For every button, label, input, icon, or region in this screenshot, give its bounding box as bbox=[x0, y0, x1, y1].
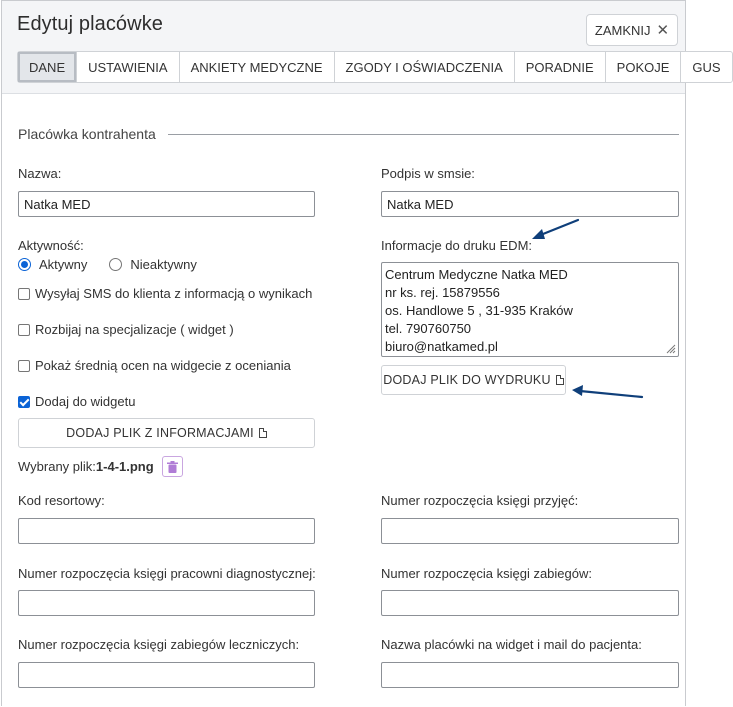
sms-sign-label: Podpis w smsie: bbox=[381, 166, 475, 181]
treatment-book-input[interactable] bbox=[18, 662, 315, 688]
modal-title: Edytuj placówke bbox=[17, 13, 164, 35]
edm-line: Centrum Medyczne Natka MED bbox=[385, 267, 568, 282]
selected-file-label: Wybrany plik: bbox=[18, 459, 96, 474]
edm-label: Informacje do druku EDM: bbox=[381, 238, 533, 253]
admission-book-input[interactable] bbox=[381, 518, 679, 544]
section-title: Placówka kontrahenta bbox=[18, 126, 156, 142]
sms-results-checkbox-row[interactable] bbox=[18, 286, 312, 301]
close-button[interactable] bbox=[586, 14, 678, 46]
active-radio[interactable] bbox=[18, 258, 31, 271]
add-to-widget-checkbox-label: Dodaj do widgetu bbox=[35, 394, 136, 409]
show-average-checkbox-label: Pokaż średnią ocen na widgecie z oceniania bbox=[35, 358, 291, 373]
diagnostic-book-input[interactable] bbox=[18, 590, 315, 616]
edm-textarea[interactable] bbox=[381, 262, 679, 357]
selected-file bbox=[18, 459, 154, 474]
file-icon bbox=[259, 428, 267, 438]
close-icon: ✕ bbox=[656, 21, 670, 39]
edit-facility-modal bbox=[1, 0, 721, 706]
annotation-arrow-icon bbox=[568, 380, 648, 404]
annotation-arrow-icon bbox=[528, 214, 584, 244]
split-specializations-checkbox[interactable] bbox=[18, 324, 30, 336]
tab-ankiety-medyczne[interactable]: ANKIETY MEDYCZNE bbox=[180, 52, 335, 82]
name-label: Nazwa: bbox=[18, 166, 62, 181]
show-average-checkbox-row[interactable] bbox=[18, 358, 291, 373]
add-to-widget-checkbox-row[interactable] bbox=[18, 394, 135, 409]
delete-file-button[interactable] bbox=[162, 456, 183, 477]
file-icon bbox=[556, 375, 564, 385]
tab-zgody[interactable]: ZGODY I OŚWIADCZENIA bbox=[335, 52, 515, 82]
sms-results-checkbox[interactable] bbox=[18, 288, 30, 300]
diagnostic-book-label: Numer rozpoczęcia księgi pracowni diagnostycznej: bbox=[18, 566, 316, 581]
activity-radio-group bbox=[18, 257, 219, 272]
split-specializations-checkbox-label: Rozbijaj na specjalizacje ( widget ) bbox=[35, 322, 234, 337]
activity-label: Aktywność: bbox=[18, 238, 84, 253]
tab-bar bbox=[17, 51, 733, 83]
edm-line: nr ks. rej. 15879556 bbox=[385, 285, 500, 300]
split-specializations-checkbox-row[interactable] bbox=[18, 322, 234, 337]
selected-file-name: 1-4-1.png bbox=[95, 459, 154, 474]
resort-code-label: Kod resortowy: bbox=[18, 493, 105, 508]
trash-icon bbox=[167, 461, 178, 473]
sms-sign-input[interactable]: Natka MED bbox=[381, 191, 679, 217]
inactive-radio-label: Nieaktywny bbox=[130, 257, 197, 272]
edm-line: os. Handlowe 5 , 31-935 Kraków bbox=[385, 303, 573, 318]
procedures-book-input[interactable] bbox=[381, 590, 679, 616]
edm-line: biuro@natkamed.pl bbox=[385, 339, 498, 354]
tab-pokoje[interactable]: POKOJE bbox=[606, 52, 682, 82]
add-info-file-button[interactable] bbox=[18, 418, 315, 448]
resort-code-input[interactable] bbox=[18, 518, 315, 544]
add-print-file-label: DODAJ PLIK DO WYDRUKU bbox=[383, 373, 551, 387]
treatment-book-label: Numer rozpoczęcia księgi zabiegów leczniczych: bbox=[18, 637, 300, 652]
admission-book-label: Numer rozpoczęcia księgi przyjęć: bbox=[381, 493, 579, 508]
add-to-widget-checkbox[interactable] bbox=[18, 396, 30, 408]
resize-grip-icon[interactable] bbox=[666, 344, 676, 354]
tab-poradnie[interactable]: PORADNIE bbox=[515, 52, 606, 82]
widget-name-input[interactable] bbox=[381, 662, 679, 688]
add-print-file-button[interactable] bbox=[381, 365, 566, 395]
widget-name-label: Nazwa placówki na widget i mail do pacjenta: bbox=[381, 637, 642, 652]
tab-ustawienia[interactable]: USTAWIENIA bbox=[77, 52, 179, 82]
tab-gus[interactable]: GUS bbox=[692, 59, 721, 75]
inactive-radio[interactable] bbox=[109, 258, 122, 271]
sms-results-checkbox-label: Wysyłaj SMS do klienta z informacją o wynikach bbox=[35, 286, 313, 301]
active-radio-label: Aktywny bbox=[39, 257, 88, 272]
edm-line: tel. 790760750 bbox=[385, 321, 472, 336]
close-button-label: ZAMKNIJ bbox=[594, 22, 651, 38]
section-divider bbox=[168, 134, 679, 135]
procedures-book-label: Numer rozpoczęcia księgi zabiegów: bbox=[381, 566, 592, 581]
tab-dane[interactable]: DANE bbox=[18, 52, 77, 82]
show-average-checkbox[interactable] bbox=[18, 360, 30, 372]
name-input[interactable]: Natka MED bbox=[18, 191, 315, 217]
add-info-file-label: DODAJ PLIK Z INFORMACJAMI bbox=[66, 426, 254, 440]
modal-header bbox=[2, 1, 721, 93]
